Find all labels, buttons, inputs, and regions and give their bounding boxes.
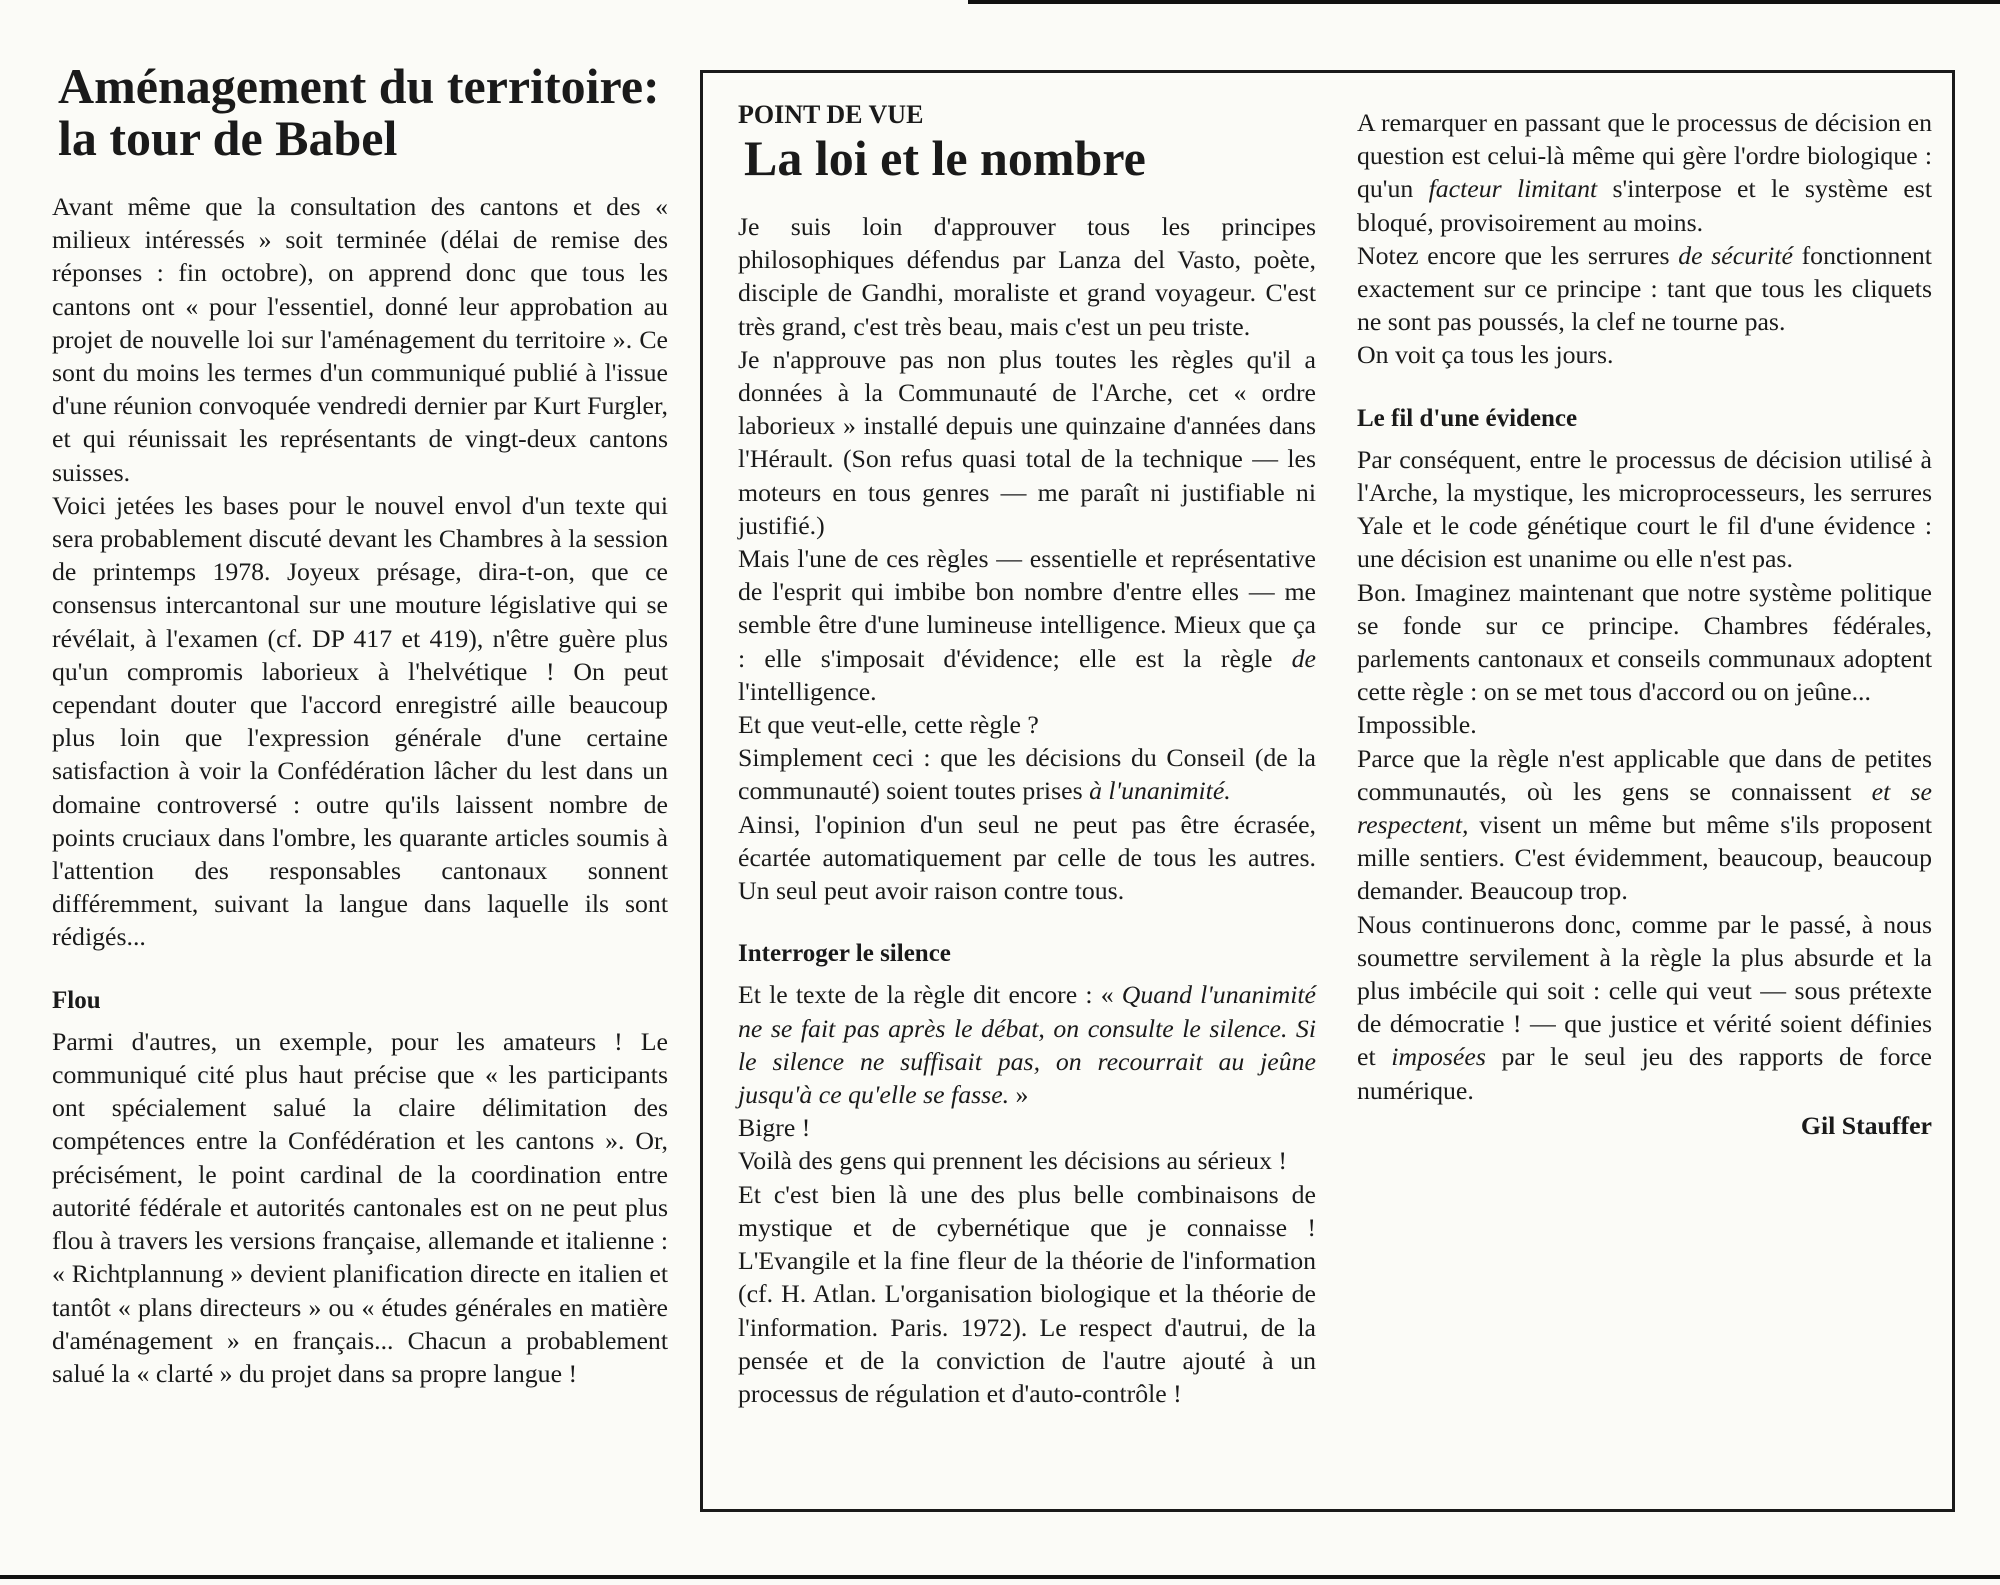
left-title-line2: la tour de Babel — [58, 110, 398, 166]
left-article — [52, 60, 668, 1390]
left-paragraph: Avant même que la consultation des cantons et des « milieux intéressés » soit terminée (délai de remise des réponses : fin octobre), on apprend donc que tous les cantons ont « pour l'essentiel, donné leur approbation au projet de nouvelle loi sur l'aménagement du territoire ». Ce sont du moins les termes d'un communiqué publié à l'issue d'une réunion convoquée vendredi dernier par Kurt Furgler, et qui réunissait les représentants de vingt-deux cantons suisses. — [52, 192, 668, 487]
box-paragraph: Et le texte de la règle dit encore : « Quand l'unanimité ne se fait pas après le débat, on consulte le silence. Si le silence ne suffisait pas, on recourrait au jeûne jusqu'à ce qu'elle se fasse. » — [738, 980, 1316, 1110]
box-column-1 — [738, 100, 1316, 1410]
box-paragraph: A remarquer en passant que le processus de décision en question est celui-là même qui gère l'ordre biologique : qu'un facteur limitant s'interpose et le système est bloqué, provisoirement au moins. — [1357, 108, 1932, 237]
box-paragraph: Simplement ceci : que les décisions du Conseil (de la communauté) soient toutes prises à l'unanimité. — [738, 743, 1316, 806]
box-paragraph: Voilà des gens qui prennent les décisions au sérieux ! — [738, 1146, 1288, 1176]
box-subhead-silence: Interroger le silence — [738, 940, 951, 968]
left-paragraph-flou: Parmi d'autres, un exemple, pour les amateurs ! Le communiqué cité plus haut précise que « les participants ont spécialement salué la claire délimitation des compétences entre la Confédération et les cantons ». Or, précisément, le point cardinal de la coordination entre autorité fédérale et autorités cantonales est on ne peut plus flou à travers les versions française, allemande et italienne : « Richtplannung » devient planification directe en italien et tantôt « plans directeurs » ou « études générales en matière d'aménagement » en français... Chacun a probablement salué la « clarté » du projet dans sa propre langue ! — [52, 1026, 669, 1388]
author-signature: Gil Stauffer — [1800, 1110, 1932, 1140]
box-column-2 — [1357, 106, 1932, 1142]
left-article-title — [58, 60, 668, 164]
bottom-rule — [0, 1575, 2000, 1579]
emphasis: de sécurité — [1678, 240, 1793, 270]
box-paragraph: Mais l'une de ces règles — essentielle et représentative de l'esprit qui imbibe bon nombre d'entre elles — me semble être d'une lumineuse intelligence. Mieux que ça : elle s'imposait d'évidence; elle est la règle de l'intelligence. — [738, 544, 1316, 706]
top-rule — [968, 0, 2000, 4]
left-paragraph: Voici jetées les bases pour le nouvel envol d'un texte qui sera probablement discuté devant les Chambres à la session de printemps 1978. Joyeux présage, dira-t-on, que ce consensus intercantonal sur une mouture législative qui se révélait, à l'examen (cf. DP 417 et 419), n'être guère plus qu'un compromis laborieux à l'helvétique ! On peut cependant douter que l'accord enregistré aille beaucoup plus loin que l'expression générale d'une certaine satisfaction à voir la Confédération lâcher du lest dans un domaine controversé : outre qu'ils laissent nombre de points cruciaux dans l'ombre, les quarante articles soumis à l'attention des responsables cantonaux sonnent différemment, suivant la langue dans laquelle ils sont rédigés... — [52, 490, 668, 952]
box-paragraph: Ainsi, l'opinion d'un seul ne peut pas être écrasée, écartée automatiquement par celle de tous les autres. Un seul peut avoir raison contre tous. — [738, 809, 1316, 906]
box-paragraph: Et que veut-elle, cette règle ? — [738, 710, 1039, 740]
box-paragraph: Bigre ! — [738, 1113, 811, 1143]
quote: Quand l'unanimité ne se fait pas après le débat, on consulte le silence. Si le silence ne suffisait pas, on recourrait au jeûne jusqu'à ce qu'elle se fasse. — [738, 980, 1316, 1110]
box-subhead-evidence: Le fil d'une évidence — [1357, 404, 1578, 432]
box-title: La loi et le nombre — [744, 130, 1146, 186]
box-paragraph: Par conséquent, entre le processus de décision utilisé à l'Arche, la mystique, les microprocesseurs, les serrures Yale et le code génétique court le fil d'une évidence : une décision est unanime ou elle n'est pas. — [1357, 444, 1932, 574]
box-kicker: POINT DE VUE — [738, 100, 924, 129]
box-paragraph: Bon. Imaginez maintenant que notre système politique se fonde sur ce principe. Chambres fédérales, parlements cantonaux et conseils communaux adoptent cette règle : on se met tous d'accord ou on jeûne... — [1357, 577, 1932, 707]
emphasis: imposées — [1391, 1042, 1486, 1072]
emphasis: à l'unanimité. — [1089, 776, 1231, 806]
emphasis: de — [1291, 643, 1316, 673]
box-paragraph: Et c'est bien là une des plus belle combinaisons de mystique et de cybernétique que je connaisse ! L'Evangile et la fine fleur de la théorie de l'information (cf. H. Atlan. L'organisation biologique et la théorie de l'information. Paris. 1972). Le respect d'autrui, de la pensée et de la conviction de l'autre ajouté à un processus de régulation et d'auto-contrôle ! — [738, 1179, 1316, 1408]
emphasis: facteur limitant — [1428, 174, 1598, 204]
box-paragraph: Notez encore que les serrures de sécurité fonctionnent exactement sur ce principe : tant que tous les cliquets ne sont pas poussés, la clef ne tourne pas. — [1357, 240, 1932, 337]
emphasis: et se respectent, — [1357, 776, 1933, 840]
left-subhead-flou: Flou — [52, 986, 101, 1014]
box-paragraph: Parce que la règle n'est applicable que dans de petites communautés, où les gens se connaissent et se respectent, visent un même but même s'ils proposent mille sentiers. C'est évidemment, beaucoup, beaucoup demander. Beaucoup trop. — [1357, 743, 1933, 906]
box-paragraph: Impossible. — [1357, 710, 1477, 740]
left-title-line1: Aménagement du territoire: — [58, 58, 660, 114]
box-paragraph: Je suis loin d'approuver tous les principes philosophiques défendus par Lanza del Vasto, poète, disciple de Gandhi, moraliste et grand voyageur. C'est très grand, c'est très beau, mais c'est un peu triste. — [738, 212, 1316, 341]
box-paragraph: Nous continuerons donc, comme par le passé, à nous soumettre servilement à la règle la plus absurde et la plus imbécile qui soit : celle qui veut — sous prétexte de démocratie ! — que justice et vérité soient définies et imposées par le seul jeu des rapports de force numérique. — [1357, 909, 1932, 1105]
box-paragraph: Je n'approuve pas non plus toutes les règles qu'il a données à la Communauté de l'Arche, cet « ordre laborieux » installé depuis une quinzaine d'années dans l'Hérault. (Son refus quasi total de la technique — les moteurs en tous genres — me paraît ni justifiable ni justifié.) — [738, 344, 1316, 540]
box-paragraph: On voit ça tous les jours. — [1357, 340, 1614, 370]
